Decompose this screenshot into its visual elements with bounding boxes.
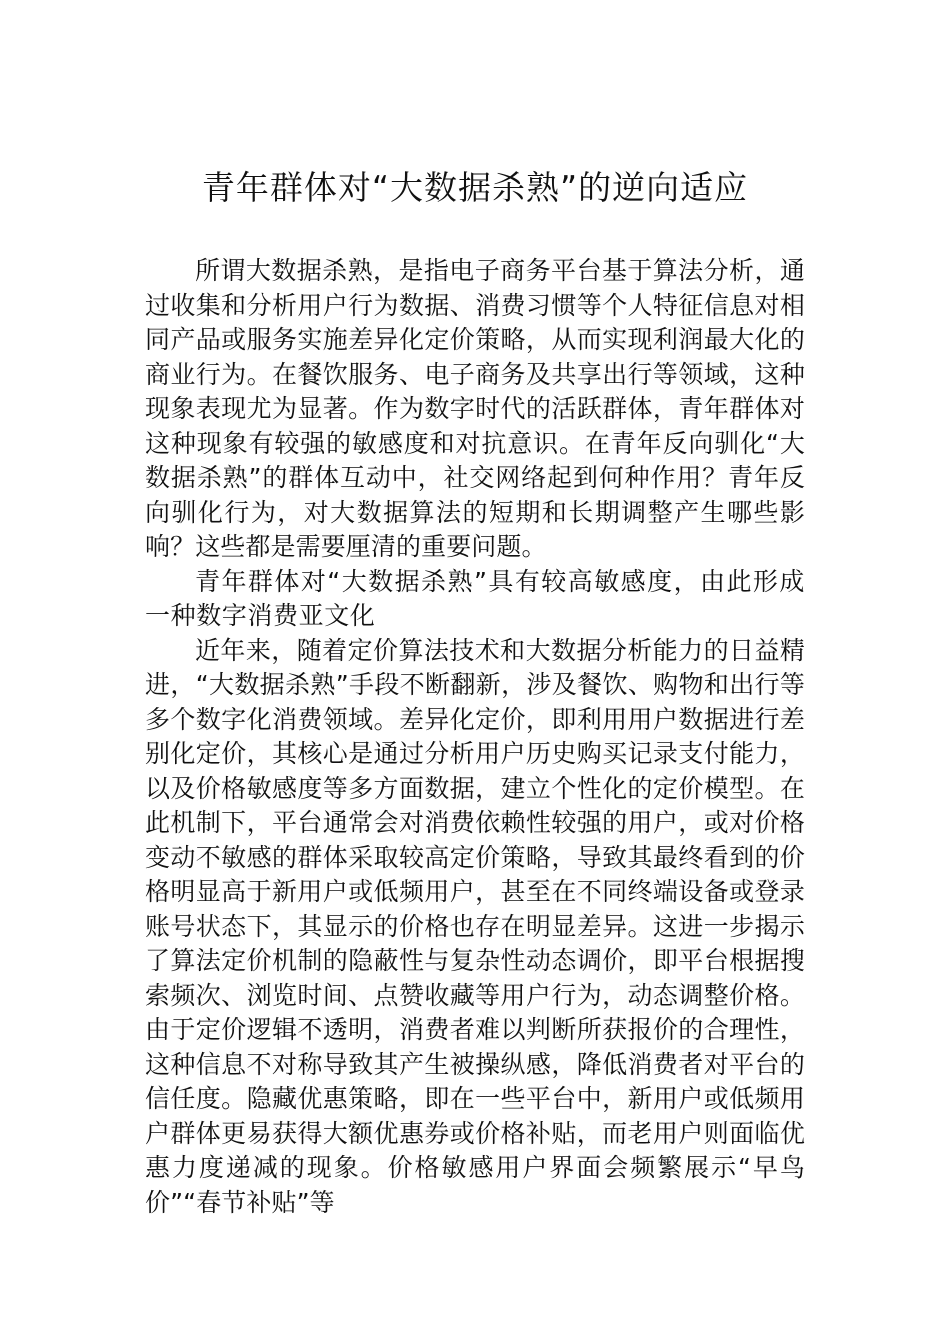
document-title: 青年群体对“大数据杀熟”的逆向适应 bbox=[201, 168, 749, 207]
section-heading: 青年群体对“大数据杀熟”具有较高敏感度，由此形成一种数字消费亚文化 bbox=[145, 566, 805, 630]
paragraph-pricing: 近年来，随着定价算法技术和大数据分析能力的日益精进，“大数据杀熟”手段不断翻新，涉及餐饮、购物和出行等多个数字化消费领域。差异化定价，即利用用户数据进行差别化定价，其核心是通过分析用户历史购买记录支付能力，以及价格敏感度等多方面数据，建立个性化的定价模型。在此机制下，平台通常会对消费依赖性较强的用户，或对价格变动不敏感的群体采取较高定价策略，导致其最终看到的价格明显高于新用户或低频用户，甚至在不同终端设备或登录账号状态下，其显示的价格也存在明显差异。这进一步揭示了算法定价机制的隐蔽性与复杂性动态调价，即平台根据搜索频次、浏览时间、点赞收藏等用户行为，动态调整价格。由于定价逻辑不透明，消费者难以判断所获报价的合理性，这种信息不对称导致其产生被操纵感，降低消费者对平台的信任度。隐藏优惠策略，即在一些平台中，新用户或低频用户群体更易获得大额优惠券或价格补贴，而老用户则面临优惠力度递减的现象。价格敏感用户界面会频繁展示“早鸟价”“春节补贴”等 bbox=[145, 635, 805, 1217]
document-body bbox=[145, 254, 805, 1220]
paragraph-intro: 所谓大数据杀熟，是指电子商务平台基于算法分析，通过收集和分析用户行为数据、消费习惯等个人特征信息对相同产品或服务实施差异化定价策略，从而实现利润最大化的商业行为。在餐饮服务、电子商务及共享出行等领域，这种现象表现尤为显著。作为数字时代的活跃群体，青年群体对这种现象有较强的敏感度和对抗意识。在青年反向驯化“大数据杀熟”的群体互动中，社交网络起到何种作用？青年反向驯化行为，对大数据算法的短期和长期调整产生哪些影响？这些都是需要厘清的重要问题。 bbox=[145, 256, 805, 561]
